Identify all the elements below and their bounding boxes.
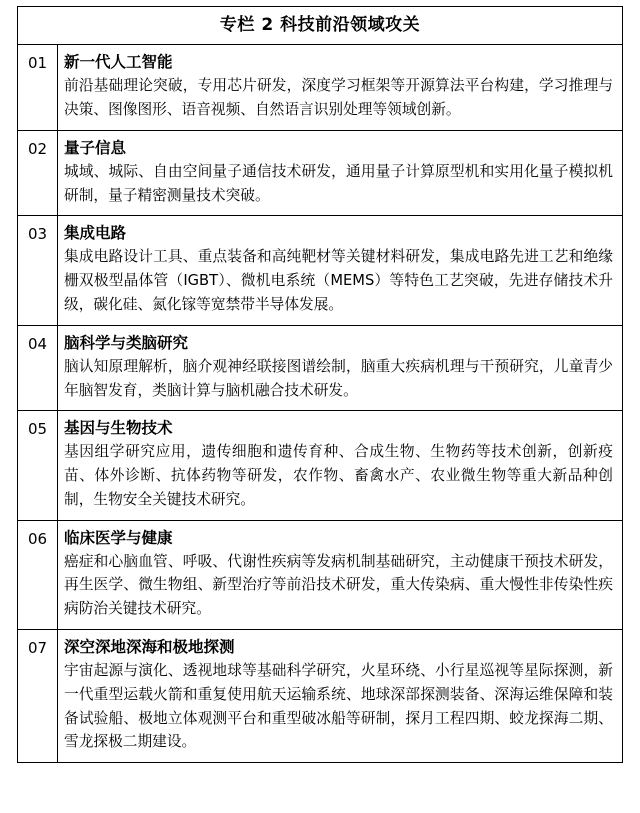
- item-description: 集成电路设计工具、重点装备和高纯靶材等关键材料研发，集成电路先进工艺和绝缘栅双极型晶体管（IGBT）、微机电系统（MEMS）等特色工艺突破，先进存储技术升级，碳化硅、氮化镓等宽禁带半导体发展。: [64, 248, 613, 314]
- item-heading: 新一代人工智能: [64, 53, 173, 72]
- item-number: 01: [18, 45, 58, 131]
- item-body: [58, 411, 623, 520]
- item-heading: 基因与生物技术: [64, 419, 173, 438]
- item-description: 宇宙起源与演化、透视地球等基础科学研究，火星环绕、小行星巡视等星际探测，新一代重型运载火箭和重复使用航天运输系统、地球深部探测装备、深海运维保障和装备试验船、极地立体观测平台和重型破冰船等研制，探月工程四期、蛟龙探海二期、雪龙探极二期建设。: [64, 662, 613, 751]
- item-number: 07: [18, 630, 58, 763]
- item-description: 前沿基础理论突破，专用芯片研发，深度学习框架等开源算法平台构建，学习推理与决策、图像图形、语音视频、自然语言识别处理等领域创新。: [64, 77, 613, 119]
- item-heading: 深空深地深海和极地探测: [64, 638, 235, 657]
- item-number: 06: [18, 520, 58, 629]
- item-body: [58, 630, 623, 763]
- item-body: [58, 45, 623, 131]
- item-body: [58, 130, 623, 216]
- item-body: [58, 216, 623, 325]
- table-row: [18, 520, 623, 629]
- item-description: 基因组学研究应用，遗传细胞和遗传育种、合成生物、生物药等技术创新，创新疫苗、体外诊断、抗体药物等研发，农作物、畜禽水产、农业微生物等重大新品种创制，生物安全关键技术研究。: [64, 443, 613, 508]
- item-heading: 量子信息: [64, 138, 127, 157]
- table-row: [18, 45, 623, 131]
- item-heading: 脑科学与类脑研究: [64, 333, 189, 352]
- item-description: 脑认知原理解析，脑介观神经联接图谱绘制，脑重大疾病机理与干预研究，儿童青少年脑智发育，类脑计算与脑机融合技术研发。: [64, 357, 613, 399]
- item-heading: 集成电路: [64, 224, 127, 243]
- table-row: [18, 216, 623, 325]
- table-row: [18, 411, 623, 520]
- item-body: [58, 520, 623, 629]
- table-row: [18, 130, 623, 216]
- item-number: 05: [18, 411, 58, 520]
- item-description: 城域、城际、自由空间量子通信技术研发，通用量子计算原型机和实用化量子模拟机研制，量子精密测量技术突破。: [64, 162, 613, 204]
- table-row: [18, 630, 623, 763]
- page-title: 专栏 2 科技前沿领域攻关: [18, 7, 623, 45]
- table-title-row: [18, 7, 623, 45]
- feature-column-table: [17, 6, 623, 763]
- item-number: 04: [18, 325, 58, 411]
- table-row: [18, 325, 623, 411]
- document-page: [0, 6, 640, 813]
- item-description: 癌症和心脑血管、呼吸、代谢性疾病等发病机制基础研究，主动健康干预技术研发，再生医学、微生物组、新型治疗等前沿技术研发，重大传染病、重大慢性非传染性疾病防治关键技术研究。: [64, 552, 613, 618]
- item-number: 02: [18, 130, 58, 216]
- item-heading: 临床医学与健康: [64, 528, 173, 547]
- item-body: [58, 325, 623, 411]
- item-number: 03: [18, 216, 58, 325]
